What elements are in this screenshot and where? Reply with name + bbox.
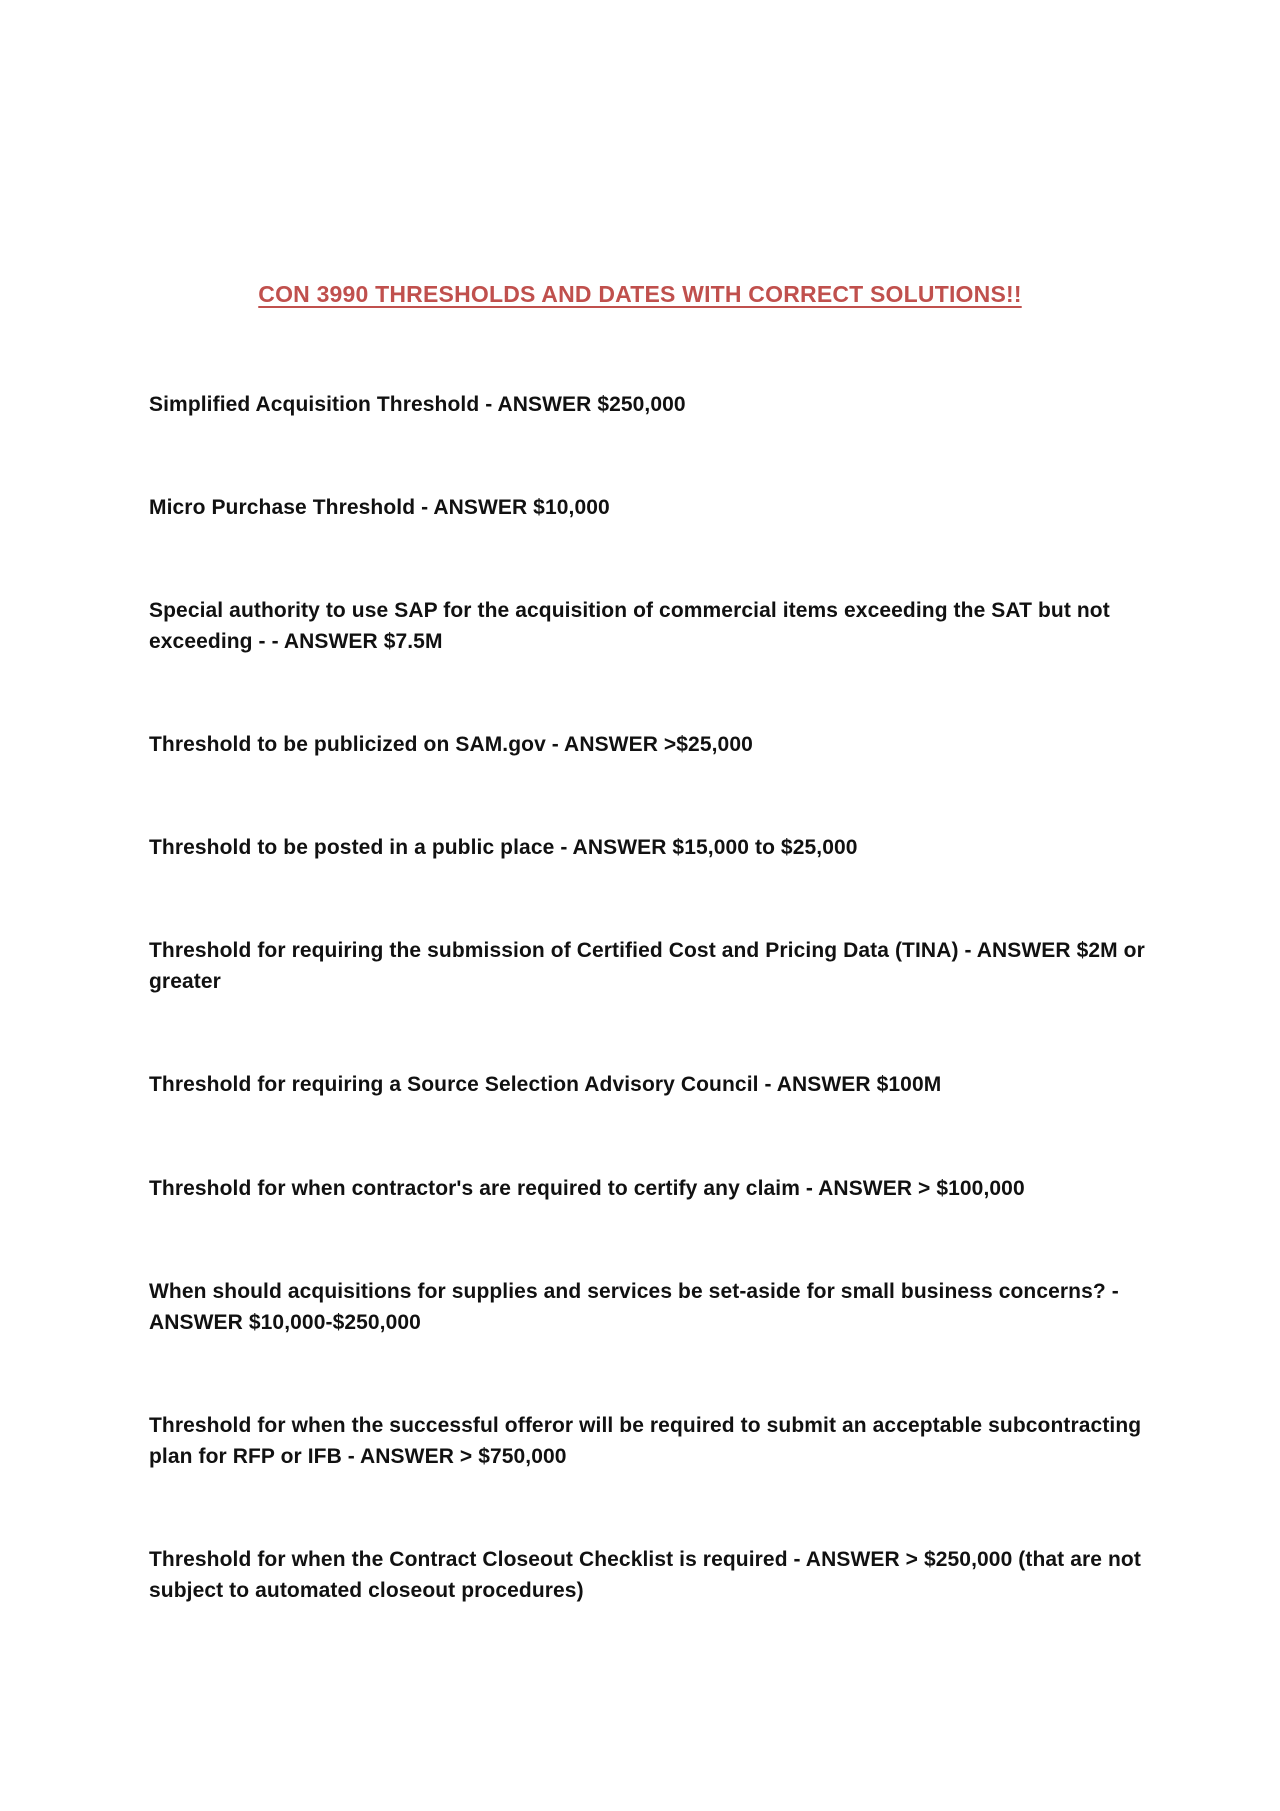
qa-item-simplified-acquisition-threshold: Simplified Acquisition Threshold - ANSWER $250,000 [149, 393, 686, 416]
qa-item-sam-gov-publicize: Threshold to be publicized on SAM.gov - ANSWER >$25,000 [149, 733, 753, 756]
qa-item-source-selection-council: Threshold for requiring a Source Selection Advisory Council - ANSWER $100M [149, 1073, 942, 1096]
qa-item-public-place-posting: Threshold to be posted in a public place - ANSWER $15,000 to $25,000 [149, 836, 858, 859]
qa-item-sap-commercial-items: Special authority to use SAP for the acquisition of commercial items exceeding the SAT but not exceeding - - ANSWER $7.5M [149, 599, 1110, 653]
qa-item-small-business-set-aside: When should acquisitions for supplies and services be set-aside for small business concerns? - ANSWER $10,000-$250,000 [149, 1280, 1119, 1334]
qa-item-subcontracting-plan: Threshold for when the successful offeror will be required to submit an acceptable subcontracting plan for RFP or IFB - ANSWER > $750,000 [149, 1414, 1142, 1468]
qa-item-micro-purchase-threshold: Micro Purchase Threshold - ANSWER $10,000 [149, 496, 610, 519]
qa-item-closeout-checklist: Threshold for when the Contract Closeout Checklist is required - ANSWER > $250,000 (that are not subject to automated closeout procedures) [149, 1548, 1141, 1602]
document-title: CON 3990 THRESHOLDS AND DATES WITH CORRECT SOLUTIONS!! [258, 281, 1022, 307]
qa-item-tina-threshold: Threshold for requiring the submission of Certified Cost and Pricing Data (TINA) - ANSWER $2M or greater [149, 939, 1145, 993]
qa-item-certify-claim: Threshold for when contractor's are required to certify any claim - ANSWER > $100,000 [149, 1177, 1025, 1200]
